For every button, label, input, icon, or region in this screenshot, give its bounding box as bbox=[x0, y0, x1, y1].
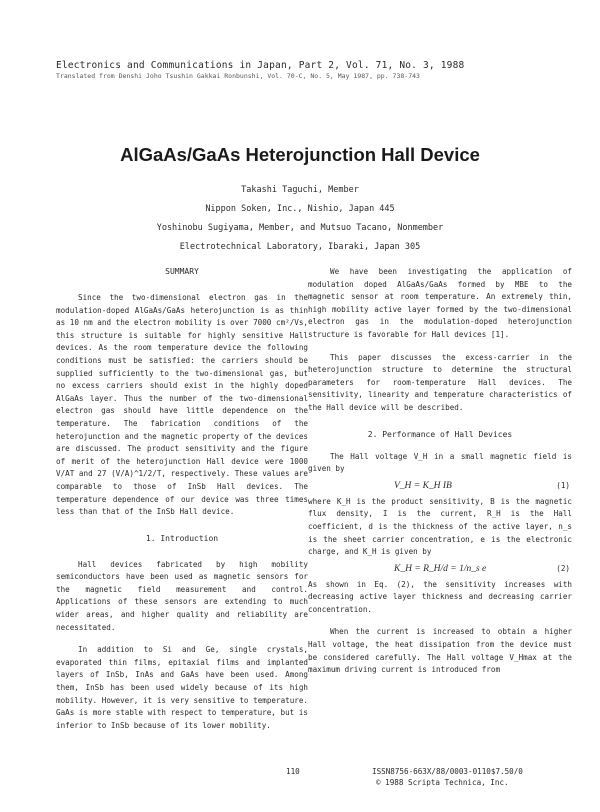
equation-1-number: (1) bbox=[556, 480, 570, 490]
author-2-3: Yoshinobu Sugiyama, Member, and Mutsuo Tacano, Nonmember bbox=[156, 223, 444, 233]
equation-2-number: (2) bbox=[556, 563, 570, 573]
summary-heading: SUMMARY bbox=[165, 267, 199, 276]
right-paragraph-4: where K_H is the product sensitivity, B is the magnetic flux density, I is the current, R_H is the Hall coefficient, d is the thickness of the active layer, n_s is the sheet carrier concentration, e is the electronic charge, and K_H is given by bbox=[308, 496, 572, 557]
equation-2 bbox=[308, 559, 572, 579]
issn-line: ISSN8756-663X/88/0003-0110$7.50/0 bbox=[372, 767, 523, 776]
right-paragraph-3: The Hall voltage V_H in a small magnetic field is given by bbox=[308, 451, 572, 474]
equation-1 bbox=[308, 476, 572, 496]
paper-title: AlGaAs/GaAs Heterojunction Hall Device bbox=[120, 144, 480, 165]
translation-note: Translated from Denshi Joho Tsushin Gakkai Ronbunshi, Vol. 70-C, No. 5, May 1987, pp. 738-743 bbox=[56, 72, 420, 80]
equation-1-formula: V_H = K_H IB bbox=[394, 480, 452, 491]
journal-header bbox=[56, 60, 576, 81]
section-2-heading: 2. Performance of Hall Devices bbox=[367, 429, 513, 439]
journal-citation: Electronics and Communications in Japan, Part 2, Vol. 71, No. 3, 1988 bbox=[56, 60, 465, 71]
right-paragraph-6: When the current is increased to obtain a higher Hall voltage, the heat dissipation from the device must be considered carefully. The Hall voltage V_Hmax at the maximum driving current is introduced from bbox=[308, 627, 572, 675]
intro-heading: 1. Introduction bbox=[145, 533, 219, 543]
right-paragraph-1: We have been investigating the application of modulation doped AlGaAs/GaAs formed by MBE to the magnetic sensor at room temperature. An extremely thin, high mobility active layer formed by the two-dimensional electron gas in the modulation-doped heterojunction structure is favorable for Hall devices [1]. bbox=[308, 267, 572, 339]
affiliation-1: Nippon Soken, Inc., Nishio, Japan 445 bbox=[205, 204, 395, 214]
intro-paragraph-2: In addition to Si and Ge, single crystals, evaporated thin films, epitaxial films and implanted layers of InSb, InAs and GaAs have been used. Among them, InSb has been used widely because of its high mobility. However, it is very sensitive to temperature. GaAs is more stable with respect to temperature, but is inferior to InSb because of its lower mobility. bbox=[56, 645, 308, 730]
right-paragraph-2: This paper discusses the excess-carrier in the heterojunction structure to determine the structural parameters for room-temperature Hall devices. The sensitivity, linearity and temperature characteristics of the Hall device will be described. bbox=[308, 352, 572, 412]
left-column bbox=[56, 266, 308, 732]
copyright-line: © 1988 Scripta Technica, Inc. bbox=[376, 778, 509, 787]
summary-text: Since the two-dimensional electron gas in the modulation-doped AlGaAs/GaAs heterojunction is as thin as 10 nm and the electron mobility is over 7000 cm²/Vs, this structure is suitable for highly sensitive Hall devices. As the room temperature device the following conditions must be satisfied: the carriers should be supplied sufficiently to the two-dimensional gas, but no excess carriers should exist in the highly doped AlGaAs layer. Thus the number of the two-dimensional electron gas should have little dependence on the temperature. The fabrication conditions of the heterojunction and the magnetic property of the devices are discussed. The product sensitivity and the figure of merit of the heterojunction Hall device were 1000 V/AT and 27 (V/A)^1/2/T, respectively. These values are comparable to those of InSb Hall devices. The temperature dependence of our device was three times less than that of the InSb Hall device. bbox=[56, 293, 308, 517]
intro-paragraph-1: Hall devices fabricated by high mobility semiconductors have been used as magnetic sensors for the magnetic field measurement and control. Applications of these sensors are extending to much wider areas, and higher quality and reliability are necessitated. bbox=[56, 559, 308, 632]
right-column bbox=[308, 266, 572, 677]
right-paragraph-5: As shown in Eq. (2), the sensitivity increases with decreasing active layer thickness and decreasing carrier concentration. bbox=[308, 579, 572, 614]
author-1: Takashi Taguchi, Member bbox=[241, 185, 359, 195]
affiliation-2: Electrotechnical Laboratory, Ibaraki, Japan 305 bbox=[179, 242, 421, 252]
page-number: 110 bbox=[286, 767, 300, 776]
equation-2-formula: K_H = R_H/d = 1/n_s e bbox=[394, 563, 487, 574]
author-block bbox=[0, 181, 600, 257]
